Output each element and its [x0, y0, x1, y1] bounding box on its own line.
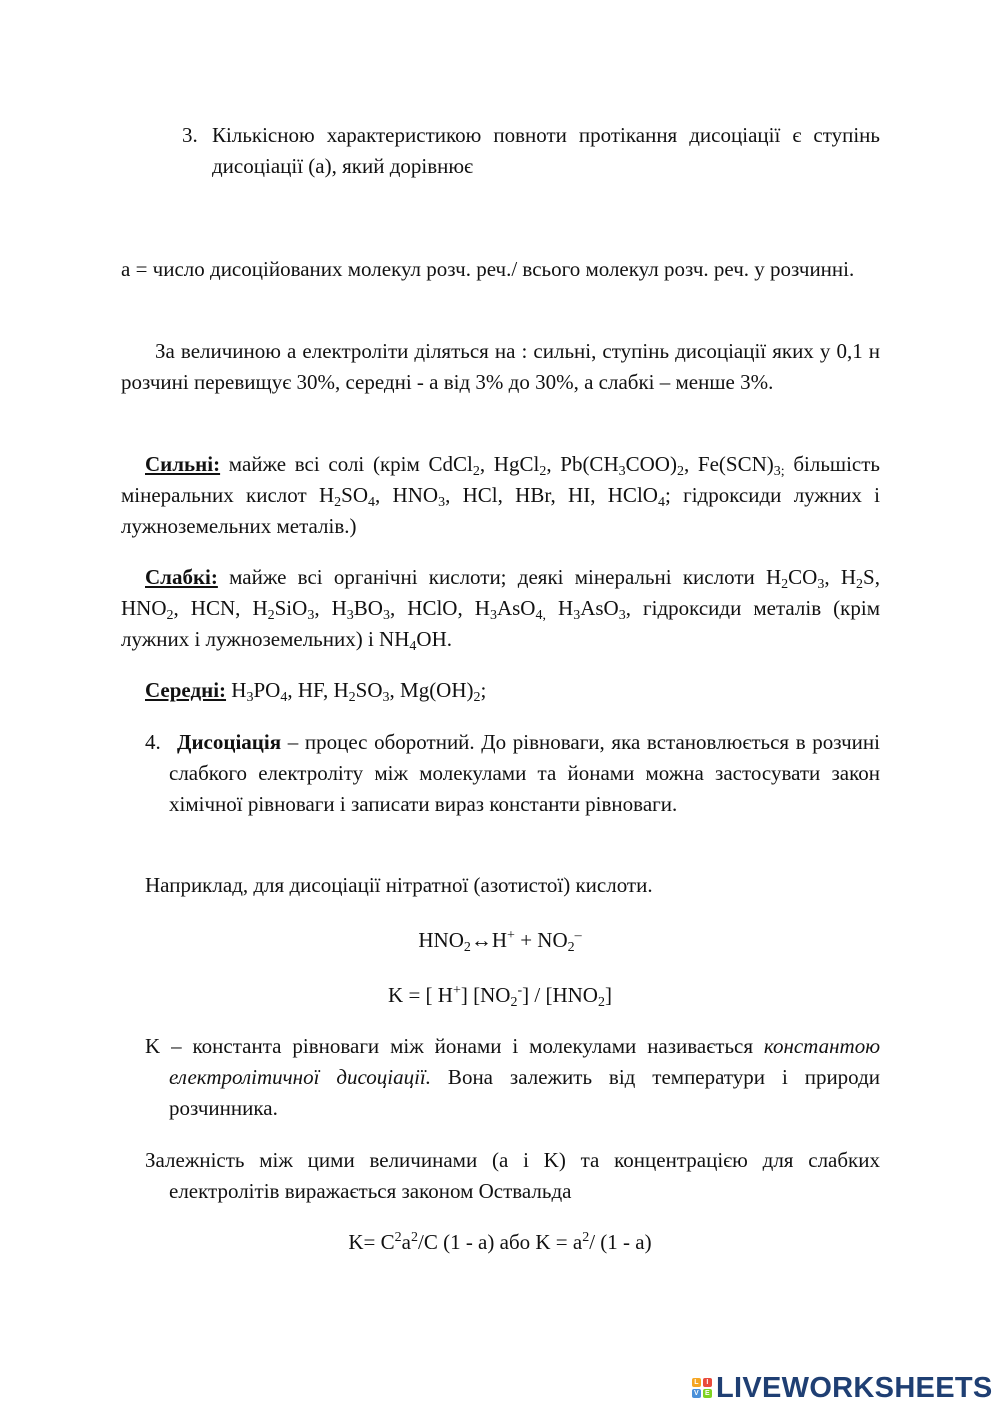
classification-paragraph: За величиною a електроліти діляться на : сильні, ступінь дисоціації яких у 0,1 н розчині перевищує 30%, середні - a від 3% до 30%, а слабкі – менше 3%. [121, 339, 880, 394]
ostwald-paragraph: Залежність між цими величинами (a і K) та концентрацією для слабких електролітів виражається законом Оствальда [145, 1148, 880, 1203]
liveworksheets-logo-icon: L I V E [692, 1378, 712, 1398]
degree-definition: a = число дисоційованих молекул розч. реч./ всього молекул розч. реч. у розчинні. [121, 257, 855, 281]
example-line: Наприклад, для дисоціації нітратної (азотистої) кислоти. [145, 873, 653, 897]
item-3 [182, 120, 880, 182]
weak-label: Слабкі: [145, 565, 218, 589]
constant-description: K – константа рівноваги між йонами і молекулами називається константою електролітичної дисоціації. Вона залежить від температури і природи розчинника. [145, 1034, 881, 1120]
item-3-text: Кількісною характеристикою повноти протікання дисоціації є ступінь дисоціації (a), який дорівнює [212, 123, 880, 178]
medium-electrolytes: Середні: $H_3PO_4$, HF, $H_2SO_3$, $Mg(OH)_2$; [145, 678, 487, 705]
item-4-text: Дисоціація – процес оборотний. До рівноваги, яка встановлюється в розчині слабкого електроліту між молекулами та йонами можна застосувати закон хімічної рівноваги і записати вираз константи рівноваги. [169, 730, 880, 816]
dissociation-equation: $HNO_2\leftrightarrow H^+ + NO_2^-$ [418, 928, 582, 955]
item-3-number: 3. [182, 123, 198, 147]
constant-term: константою електролітичної дисоціації. [169, 1034, 880, 1089]
dissociation-term: Дисоціація [177, 730, 282, 754]
ostwald-equation: $K= C^2a^2/C$ (1 - a) або $K = a^2/$ (1 - a) [348, 1230, 652, 1254]
equilibrium-constant-equation: K = [ H+] $[NO_2^-] / [HNO_2]$ [388, 983, 612, 1010]
strong-label: Сильні: [145, 452, 221, 476]
strong-electrolytes: Сильні: майже всі солі (крім CdCl$_2$, HgCl$_2$, $Pb(CH_3COO)_2$, $Fe(SCN)_{3;}$ більшість мінеральних кислот $H_2SO_4$, $HNO_3$, HCl, HBr, HI, HClO$_4$; гідроксиди лужних і лужноземельних металів.) [121, 452, 881, 538]
weak-electrolytes: Слабкі: майже всі органічні кислоти; деякі мінеральні кислоти $H_2CO_3$, $H_2S$, $HNO_2$, HCN, $H_2SiO_3$, $H_3BO_3$, HClO, $H_3AsO_{4,}$ $H_3AsO_3$, гідроксиди металів (крім лужних і лужноземельних) і $NH_4OH$. [121, 565, 881, 654]
item-4 [145, 727, 880, 820]
liveworksheets-logo [692, 1372, 993, 1404]
item-4-number: 4. [145, 730, 161, 754]
medium-label: Середні: [145, 678, 227, 702]
liveworksheets-logo-text: LIVEWORKSHEETS [716, 1371, 993, 1404]
